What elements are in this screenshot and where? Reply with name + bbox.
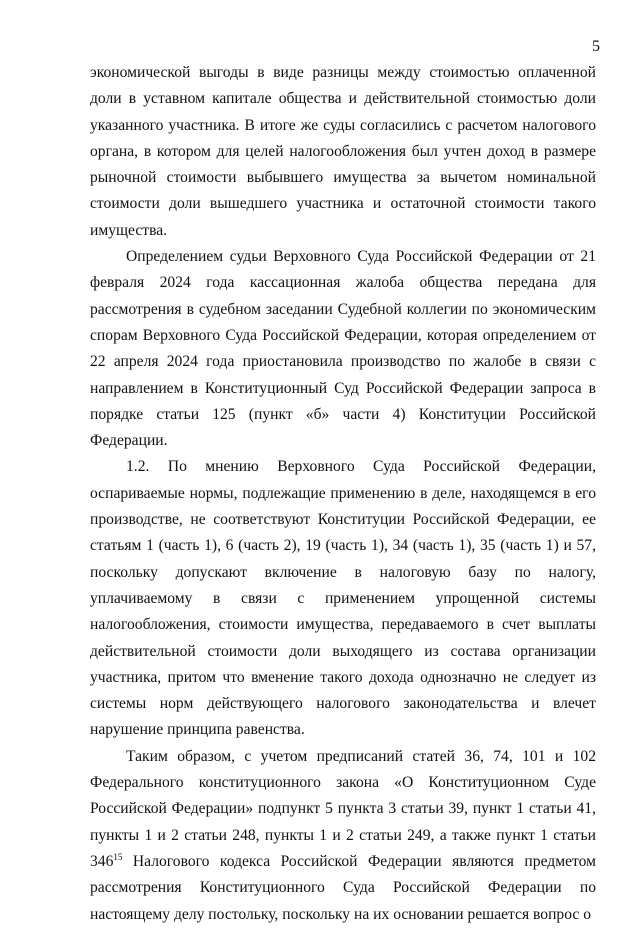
- article-superscript: 15: [113, 851, 123, 862]
- paragraph-3: 1.2. По мнению Верховного Суда Российской Федерации, оспариваемые нормы, подлежащие применению в деле, находящемся в его производстве, не соответствуют Конституции Российской Федерации, ее статьям 1 (часть 1), 6 (часть 2), 19 (часть 1), 34 (часть 1), 35 (часть 1) и 57, поскольку допускают включение в налоговую базу по налогу, уплачиваемому в связи с применением упрощенной системы налогообложения, стоимости имущества, передаваемого в счет выплаты действительной стоимости доли выходящего из состава организации участника, притом что вменение такого дохода однозначно не следует из системы норм действующего налогового законодательства и влечет нарушение принципа равенства.: [90, 458, 596, 739]
- paragraph-1: экономической выгоды в виде разницы между стоимостью оплаченной доли в уставном капитале общества и действительной стоимостью доли указанного участника. В итоге же суды согласились с расчетом налогового органа, в котором для целей налогообложения был учтен доход в размере рыночной стоимости выбывшего имущества за вычетом номинальной стоимости доли вышедшего участника и остаточной стоимости такого имущества.: [90, 64, 596, 239]
- paragraph-2: Определением судьи Верховного Суда Российской Федерации от 21 февраля 2024 года кассационная жалоба общества передана для рассмотрения в судебном заседании Судебной коллегии по экономическим спорам Верховного Суда Российской Федерации, которая определением от 22 апреля 2024 года приостановила производство по жалобе в связи с направлением в Конституционный Суд Российской Федерации запроса в порядке статьи 125 (пункт «б» части 4) Конституции Российской Федерации.: [90, 248, 596, 450]
- document-body: [90, 60, 596, 928]
- paragraph-4: [90, 744, 596, 928]
- page-number: 5: [592, 38, 600, 55]
- paragraph-4-text-start: Таким образом, с учетом предписаний статей 36, 74, 101 и 102 Федерального конституционного закона «О Конституционном Суде Российской Федерации» подпункт 5 пункта 3 статьи 39, пункт 1 статьи 41, пункты 1 и 2 статьи 248, пункты 1 и 2 статьи 249, а также пункт 1 статьи 346: [90, 747, 596, 870]
- paragraph-4-text-end: Налогового кодекса Российской Федерации являются предметом рассмотрения Конституционного Суда Российской Федерации по настоящему делу постольку, поскольку на их основании решается вопрос о: [90, 852, 596, 923]
